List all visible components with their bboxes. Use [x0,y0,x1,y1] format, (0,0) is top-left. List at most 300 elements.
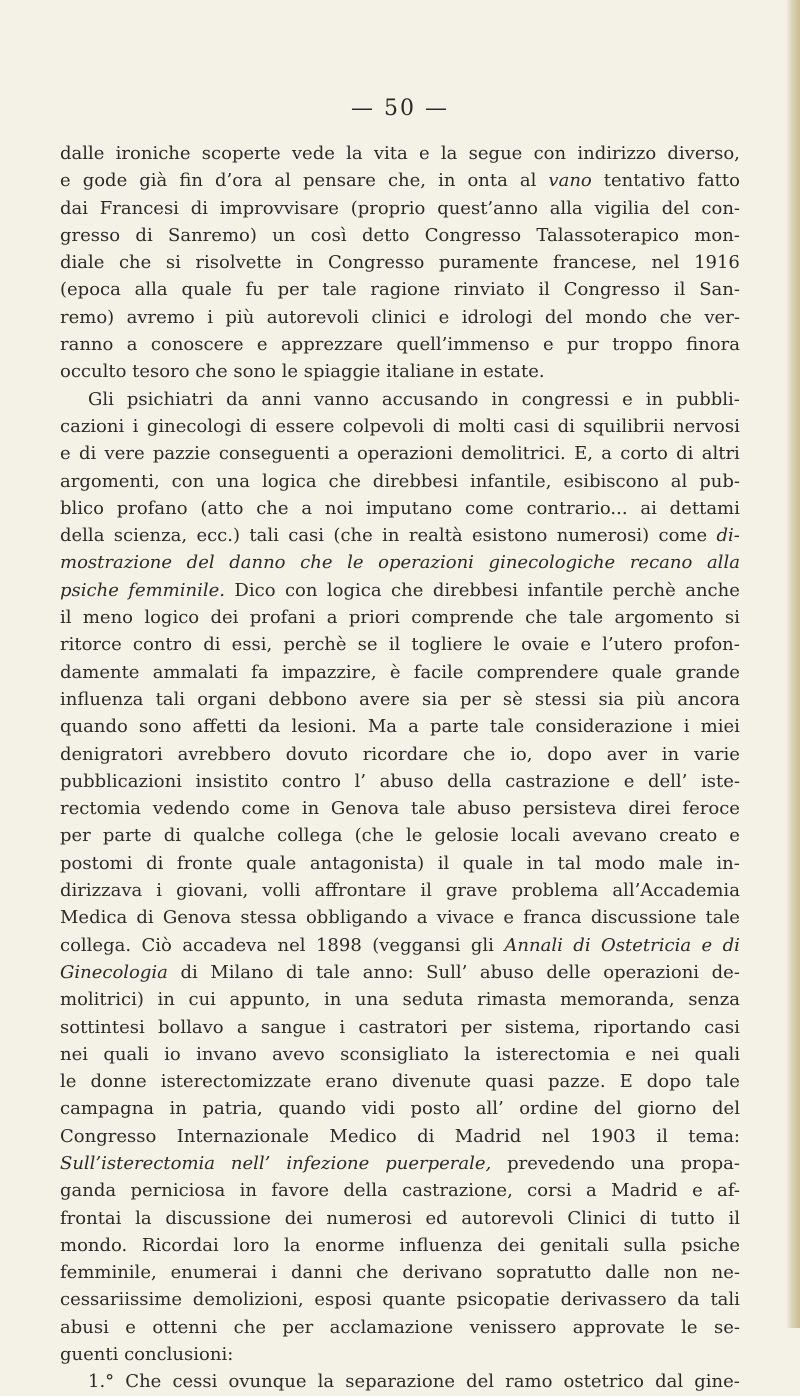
word: abuso [379,770,434,792]
page-number: — 50 — [351,96,449,121]
word: del [466,1371,495,1393]
word: all’ [475,1098,504,1120]
word: che [233,1316,266,1338]
word: tesoro [132,361,196,383]
word: ancora [677,688,740,710]
word: e [625,1043,636,1065]
word: San- [699,279,740,301]
word: postomi [60,852,133,874]
word: con [171,470,205,492]
word: sia [598,688,625,710]
word: grave [445,880,498,902]
word: venissero [469,1316,557,1338]
word: le [681,1316,698,1338]
word: franca [523,907,582,929]
word: il [673,279,686,301]
word: (atto [200,497,244,519]
word: Sull’isterectomia [60,1152,216,1174]
word: abusi [60,1316,109,1338]
word: a [337,443,349,465]
word: invano [196,1043,257,1065]
word: casi [704,1016,740,1038]
word: cui [188,989,216,1011]
word: tema: [688,1125,740,1147]
word: occulto [60,361,133,383]
word: (proprio [350,197,426,219]
word: i [339,1016,346,1038]
word: 1916 [694,252,740,274]
word: (che [333,525,373,547]
word: così [310,224,347,246]
word: di [163,825,181,847]
word: l’utero [602,634,663,656]
word: 1.° [88,1371,115,1393]
word: ostetrico [563,1371,645,1393]
word: nell’ [230,1152,271,1174]
text-line [60,713,740,740]
word: i [271,1262,278,1284]
word: comprende [411,607,514,629]
word: gode [82,170,128,192]
word: accadeva [182,934,268,956]
word: seduta [402,989,464,1011]
word: separazione [345,1371,456,1393]
word: quali [103,1043,149,1065]
word: Ma [367,716,398,738]
word: onta [467,170,508,192]
word: tentativo [603,170,686,192]
text-line [60,358,740,385]
word: Congresso [60,1125,157,1147]
word: come [241,798,291,820]
word: di [249,415,267,437]
word: una [354,989,389,1011]
word: favore [271,1180,329,1202]
word: che [462,743,496,765]
word: enorme [315,1234,385,1256]
word: vede [291,143,335,164]
word: che, [387,170,427,192]
word: e [438,306,450,328]
word: sono [138,716,182,738]
word: anno: [362,961,414,983]
word: conseguenti [218,443,330,465]
word: Congresso [327,252,425,274]
word: di [146,852,164,874]
word: infantile [527,579,604,601]
word: di [203,634,221,656]
word: male [658,852,703,874]
word: da [677,1289,700,1311]
word: di [432,415,450,437]
word: giorno [637,1098,697,1120]
text-line [60,140,740,167]
word: numerosi [326,1207,412,1229]
text-line [60,222,740,249]
word: per [60,825,91,847]
word: affetti [192,716,247,738]
word: risolvette [195,252,282,274]
word: in [157,989,175,1011]
word: pubbli- [676,388,740,410]
word: parte [429,716,479,738]
word: il [538,279,550,301]
word: diale [60,252,105,274]
word: esibiscono [563,470,659,492]
word: modo [594,852,646,874]
word: in [645,388,664,410]
word: del [712,1098,740,1120]
word: Ricordai [141,1234,219,1256]
word: sono [233,361,282,383]
word: esistono [471,525,548,547]
word: estate. [483,361,545,383]
word: i [683,716,690,738]
text-line [60,686,740,713]
word: è [389,661,401,683]
word: pubblicazioni [60,770,182,792]
word: operazioni [356,443,453,465]
word: quasi [485,1071,534,1093]
text-line [60,249,740,276]
word: del [186,552,215,574]
word: che [659,306,692,328]
word: pazzie [152,443,211,465]
word: di [676,443,694,465]
word: sè [502,688,523,710]
word: della [343,1180,388,1202]
word: ordine [519,1098,579,1120]
word: castrazione [505,770,611,792]
word: obbligando [305,907,408,929]
word: in [323,989,342,1011]
word: di [180,961,198,983]
word: profani [249,607,316,629]
word: il [420,880,432,902]
word: di [573,934,591,956]
word: improvvisare [219,197,339,219]
word: accusando [381,388,479,410]
word: di [285,961,304,983]
word: Internazionale [176,1125,310,1147]
word: qualche [193,825,266,847]
word: essere [275,415,335,437]
text-line [60,932,740,959]
word: vedendo [152,798,230,820]
word: quante [382,1289,446,1311]
word: le [281,361,304,383]
word: profano [116,497,188,519]
word: scoperte [201,143,281,164]
word: tale [322,279,357,301]
word: per [277,279,309,301]
word: ver- [704,306,740,328]
word: comprendere [476,661,599,683]
text-line [60,741,740,768]
word: a [126,334,138,356]
text-line [60,1341,740,1368]
word: campagna [60,1098,154,1120]
word: di [190,197,209,219]
word: ovaie [521,634,570,656]
word: quale [611,661,663,683]
word: quando [278,1098,347,1120]
word: perchè [283,634,347,656]
word: della [60,525,105,547]
text-line [60,1014,740,1041]
word: vigilia [594,197,650,219]
word: segue [468,143,523,164]
word: e [503,907,515,929]
word: togliere [411,634,483,656]
word: avere [359,688,410,710]
word: discussione [165,1207,271,1229]
word: nei [60,1043,89,1065]
word: Congresso [563,279,661,301]
text-line [60,1205,740,1232]
word: spiaggie [303,361,387,383]
word: volli [262,880,301,902]
word: Sull’ [426,961,468,983]
word: idrologi [461,306,533,328]
word: direi [628,798,671,820]
word: donne [90,1071,147,1093]
word: dei [210,607,239,629]
word: già [139,170,168,192]
word: Francesi [99,197,179,219]
word: francese, [553,252,637,274]
word: alla [706,552,740,574]
word: altri [701,443,740,465]
word: della [447,770,492,792]
word: la [284,1234,301,1256]
text-line [60,959,740,986]
word: dopo [646,1071,692,1093]
word: che [328,470,361,492]
word: logica [326,579,382,601]
word: vano [548,170,592,192]
word: quali [694,1043,740,1065]
word: le [60,1071,77,1093]
word: fronte [176,852,233,874]
word: che [256,497,289,519]
word: al [670,470,688,492]
word: si [165,252,181,274]
word: miei [700,716,740,738]
word: Madrid [611,1180,678,1202]
word: apprezzare [280,334,383,356]
word: quest’anno [437,197,538,219]
word: memoranda, [560,989,675,1011]
word: vidi [361,1098,395,1120]
word: con- [701,197,740,219]
word: in [239,1180,257,1202]
word: priori [348,607,400,629]
word: mondo [585,306,648,328]
word: femminile. [128,579,225,601]
word: blico [60,497,104,519]
word: anche [685,579,740,601]
text-line [60,986,740,1013]
word: dettami [669,497,740,519]
word: ramo [505,1371,553,1393]
word: di [557,415,575,437]
word: essi, [231,634,273,656]
word: dai [60,197,89,219]
word: contrario... [526,497,628,519]
word: dal [655,1371,684,1393]
word: tale [705,907,740,929]
word: a [408,716,419,738]
word: mondo. [60,1234,128,1256]
word: (veggansi [372,934,461,956]
word: castrazione, [402,1180,513,1202]
text-line [60,631,740,658]
word: nel [651,252,680,274]
word: Congresso [424,224,522,246]
word: più [225,306,255,328]
word: senza [688,989,740,1011]
word: sulla [623,1234,667,1256]
word: di [136,907,154,929]
word: ecc.) [196,525,240,547]
word: a [416,907,428,929]
word: impazzire, [281,661,377,683]
word: sia [422,688,448,710]
word: perchè [612,579,676,601]
word: patria, [202,1098,263,1120]
word: il [60,607,72,629]
word: de- [711,961,740,983]
word: in [296,252,314,274]
word: e [256,334,268,356]
word: io [164,1043,181,1065]
word: la [135,1207,152,1229]
word: dalle [60,143,105,164]
text-line [60,522,740,549]
word: debbono [268,688,347,710]
text-line [60,1150,740,1177]
word: erano [325,1071,378,1093]
word: pazze. [547,1071,606,1093]
word: ganda [60,1180,117,1202]
word: ironiche [115,143,191,164]
word: tutto [670,1207,715,1229]
text-line [60,604,740,631]
word: locali [511,825,560,847]
text-line [60,331,740,358]
text-line [60,795,740,822]
word: se- [714,1316,740,1338]
word: feroce [682,798,740,820]
text-line [60,1041,740,1068]
word: il [656,1125,668,1147]
word: squilibrii [583,415,665,437]
word: che [118,252,152,274]
word: del [593,1098,622,1120]
word: casi [288,525,325,547]
word: tale [411,798,446,820]
word: del [544,306,573,328]
word: avevano [572,825,647,847]
word: e [701,934,713,956]
word: stessi [534,688,587,710]
word: rinviato [453,279,525,301]
word: i [207,306,213,328]
word: infezione [286,1152,370,1174]
word: di [78,443,97,465]
word: direbbesi [372,470,459,492]
word: Ginecologia [60,961,168,983]
word: e [692,1180,703,1202]
word: che [356,1262,389,1284]
text-line [60,167,740,194]
text-line [60,549,740,576]
word: le [347,552,364,574]
word: troppo [612,334,673,356]
word: il [388,634,401,656]
word: a [586,1180,597,1202]
word: quando [60,716,128,738]
word: non [663,1262,698,1284]
word: le [493,634,510,656]
word: problema [511,880,599,902]
word: acclamazione [329,1316,454,1338]
word: demolitrici. [461,443,566,465]
word: vivace [436,907,495,929]
word: nel [541,1125,570,1147]
word: molitrici) [60,989,144,1011]
word: scienza, [113,525,188,547]
word: cessi [172,1371,218,1393]
word: per [459,688,491,710]
word: puerperale, [385,1152,492,1174]
word: un [272,224,296,246]
word: 1898 [315,934,362,956]
word: molti [458,415,505,437]
word: in [661,743,680,765]
word: conoscere [150,334,244,356]
word: ricordare [362,743,449,765]
word: detto [361,224,410,246]
word: fatto [697,170,740,192]
word: tale [568,607,604,629]
word: logico [144,607,200,629]
word: Che [125,1371,162,1393]
word: tali [249,525,279,547]
word: approvate [572,1316,665,1338]
text-line [60,877,740,904]
word: colpevoli [342,415,425,437]
word: avrebbero [177,743,271,765]
word: delle [546,961,591,983]
word: di [135,224,153,246]
text-line [60,413,740,440]
word: organi [197,688,257,710]
word: alla [549,197,583,219]
text-line [60,1259,740,1286]
word: dell’ [647,770,688,792]
word: abuso [479,961,534,983]
word: operazioni [603,961,700,983]
word: a [236,1016,248,1038]
word: vita [373,143,408,164]
word: Medico [329,1125,397,1147]
word: gli [470,934,494,956]
word: Medica [60,907,128,929]
word: di [722,934,740,956]
word: affrontare [314,880,407,902]
